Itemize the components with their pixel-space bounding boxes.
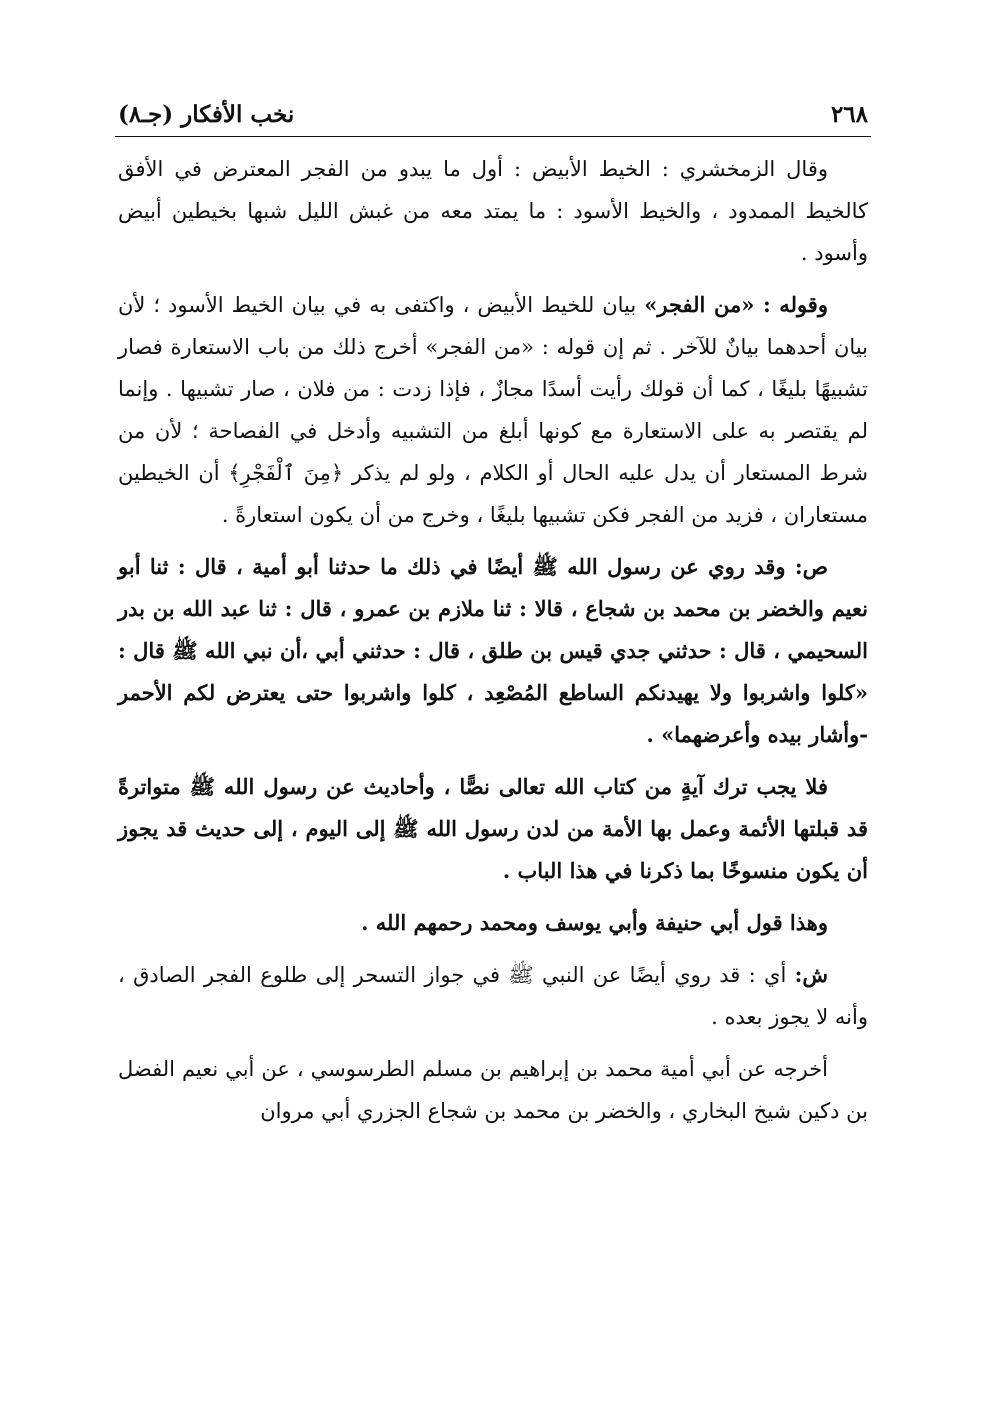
paragraph-zamakhshari xyxy=(118,148,868,274)
paragraph-opinion xyxy=(118,902,868,944)
book-title: نخب الأفكار (جـ٨) xyxy=(118,101,295,128)
paragraph-isnad xyxy=(118,1048,868,1132)
paragraph-text: بيان للخيط الأبيض ، واكتفى به في بيان الخيط الأسود ؛ لأن بيان أحدهما بيانٌ للآخر . ثم إن قوله : «من الفجر» أخرج ذلك من باب الاستعارة فصار تشبيهًا بليغًا ، كما أن قولك رأيت أسدًا مجازٌ ، فإذا زدت : من فلان ، صار تشبيها . وإنما لم يقتصر به على الاستعارة مع كونها أبلغ من التشبيه وأدخل في الفصاحة ؛ لأن من شرط المستعار أن يدل عليه الحال أو الكلام ، ولو لم يذكر ﴿مِنَ ٱلْفَجْرِ﴾ أن الخيطين مستعاران ، فزيد من الفجر فكن تشبيها بليغًا ، وخرج من أن يكون استعارةً . xyxy=(118,293,868,527)
paragraph-lead: ص: xyxy=(794,554,828,579)
body-text xyxy=(118,148,868,1142)
paragraph-text: فلا يجب ترك آيةٍ من كتاب الله تعالى نصًّا ، وأحاديث عن رسول الله ﷺ متواترةً قد قبلتها الأئمة وعمل بها الأمة من لدن رسول الله ﷺ إلى اليوم ، إلى حديث قد يجوز أن يكون منسوخًا بما ذكرنا في هذا الباب . xyxy=(118,774,868,883)
paragraph-text: وقال الزمخشري : الخيط الأبيض : أول ما يبدو من الفجر المعترض في الأفق كالخيط الممدود ، والخيط الأسود : ما يمتد معه من غبش الليل شبها بخيطين أبيض وأسود . xyxy=(118,157,868,265)
paragraph-lead: وقوله : «من الفجر» xyxy=(644,292,828,317)
paragraph-conclusion xyxy=(118,766,868,892)
header-divider xyxy=(115,136,871,137)
paragraph-min-al-fajr xyxy=(118,284,868,536)
running-header xyxy=(118,88,868,128)
paragraph-text: وقد روي عن رسول الله ﷺ أيضًا في ذلك ما حدثنا أبو أمية ، قال : ثنا أبو نعيم والخضر بن محمد بن شجاع ، قالا : ثنا ملازم بن عمرو ، قال : ثنا عبد الله بن بدر السحيمي ، قال : حدثني جدي قيس بن طلق ، قال : حدثني أبي ،أن نبي الله ﷺ قال : «كلوا واشربوا ولا يهيدنكم الساطع المُصْعِد ، كلوا واشربوا حتى يعترض لكم الأحمر -وأشار بيده وأعرضهما» . xyxy=(118,554,868,747)
paragraph-lead: ش: xyxy=(794,962,828,987)
paragraph-shin-commentary xyxy=(118,954,868,1038)
paragraph-text: وهذا قول أبي حنيفة وأبي يوسف ومحمد رحمهم الله . xyxy=(361,910,828,935)
paragraph-text: أخرجه عن أبي أمية محمد بن إبراهيم بن مسلم الطرسوسي ، عن أبي نعيم الفضل بن دكين شيخ البخاري ، والخضر بن محمد بن شجاع الجزري أبي مروان xyxy=(118,1057,868,1123)
paragraph-text: أي : قد روي أيضًا عن النبي ﷺ في جواز التسحر إلى طلوع الفجر الصادق ، وأنه لا يجوز بعده . xyxy=(118,963,868,1029)
paragraph-sad-hadith xyxy=(118,546,868,756)
page-number: ٢٦٨ xyxy=(830,101,868,128)
